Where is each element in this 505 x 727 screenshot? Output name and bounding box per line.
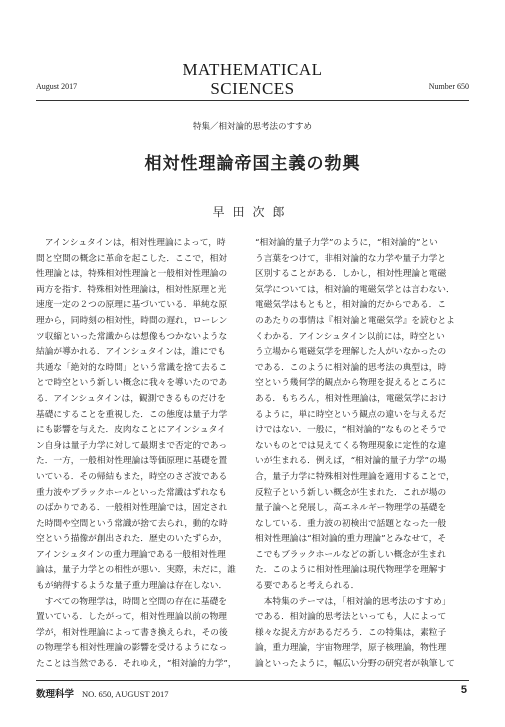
text-line: “相対論的量子力学”のように，“相対論的”とい — [255, 238, 438, 248]
text-line: 両方を指す．特殊相対性理論は，相対性原理と光 — [36, 284, 227, 295]
text-line: る要であると考えられる． — [255, 581, 360, 592]
text-line: すべての物理学は，時間と空間の存在に基礎を — [36, 596, 227, 607]
text-line: なしている．重力波の初検出で話題となった一般 — [255, 518, 447, 529]
text-line: ある．もちろん，相対性理論は，電磁気学におけ — [255, 393, 447, 404]
journal-title-line2: SCIENCES — [210, 79, 295, 98]
body-column-right — [255, 236, 469, 673]
text-line: 電磁気学はもともと，相対論的だからである．こ — [255, 300, 447, 311]
author-name: 早田次郎 — [212, 205, 293, 219]
issue-date: August 2017 — [36, 82, 78, 91]
text-line: 共通な「絶対的な時間」という常識を捨て去るこ — [36, 362, 228, 373]
journal-title-line1: MATHEMATICAL — [182, 60, 323, 79]
text-line: 論は，量子力学との相性が悪い．実際，未だに，誰 — [36, 565, 236, 576]
text-line: 基礎にすることを重視した．この態度は量子力学 — [36, 409, 228, 420]
text-line: ないものとでは見えてくる物理現象に定性的な違 — [255, 440, 447, 451]
footer-issue: NO. 650, AUGUST 2017 — [82, 689, 169, 699]
text-line: ン自身は量子力学に対して最期まで否定的であっ — [36, 440, 228, 451]
text-line: う立場から電磁気学を理解した人がいなかったの — [255, 347, 447, 358]
text-line: 速度一定の２つの原理に基づいている．単純な原 — [36, 300, 228, 311]
text-line: いている．その帰結もまた，時空のさざ波である — [36, 471, 228, 482]
text-line: 反粒子という新しい概念が生まれた．これが場の — [255, 487, 447, 498]
text-line: 論，重力理論，宇宙物理学，原子核理論，物性理 — [255, 643, 447, 654]
text-line: アインシュタインの重力理論である一般相対性理 — [36, 549, 226, 560]
text-line: 学が，相対性理論によって書き換えられ，その後 — [36, 627, 228, 638]
footer-divider — [36, 680, 469, 681]
text-line: ツ収縮といった常識からは想像もつかないような — [36, 331, 228, 342]
text-line: である．相対論的思考法といっても，人によって — [255, 612, 447, 623]
text-line: 空という描像が創出された．歴史のいたずらか， — [36, 534, 228, 545]
text-line: 置いている．したがって，相対性理論以前の物理 — [36, 612, 227, 623]
text-line: るように，単に時空という観点の違いを与えるだ — [255, 409, 447, 420]
text-line: る．アインシュタインは，観測できるものだけを — [36, 393, 226, 404]
text-line: 本特集のテーマは，「相対論的思考法のすすめ」 — [255, 596, 451, 607]
article-title: 相対性理論帝国主義の勃興 — [144, 154, 361, 174]
text-line: 性理論とは，特殊相対性理論と一般相対性理論の — [36, 269, 228, 280]
text-line: 区別することがある．しかし，相対性理論と電磁 — [255, 269, 447, 280]
text-line: 結論が導かれる．アインシュタインは，誰にでも — [36, 347, 226, 358]
page-number: 5 — [460, 684, 467, 696]
text-line: たことは当然である．それゆえ，“相対論的力学”， — [36, 659, 237, 670]
text-line: 量子論へと発展し，高エネルギー物理学の基礎を — [255, 503, 447, 514]
issue-number: Number 650 — [428, 82, 469, 91]
text-line: こでもブラックホールなどの新しい概念が生まれ — [255, 549, 446, 560]
journal-title — [0, 60, 505, 98]
text-line: くわかる．アインシュタイン以前には，時空とい — [255, 331, 445, 342]
text-line: 様々な捉え方があるだろう．この特集は，素粒子 — [255, 627, 447, 638]
footer-journal — [36, 686, 169, 700]
text-line: 重力波やブラックホールといった常識はずれなも — [36, 487, 227, 498]
text-line: 空という幾何学的観点から物理を捉えるところに — [255, 378, 447, 389]
text-line: のばかりである．一般相対性理論では，固定され — [36, 503, 228, 514]
text-line: もが納得するような量子重力理論は存在しない． — [36, 581, 228, 592]
text-line: である．このように相対論的思考法の典型は，時 — [255, 362, 447, 373]
text-line: 間と空間の概念に革命を起こした．ここで，相対 — [36, 253, 227, 264]
text-line: にも影響を与えた．皮肉なことにアインシュタイ — [36, 425, 226, 436]
text-line: 論といったように，幅広い分野の研究者が執筆して — [255, 659, 455, 670]
text-line: のあたりの事情は『相対論と電磁気学』を読むとよ — [255, 315, 455, 326]
text-line: とで時空という新しい概念に我々を導いたのであ — [36, 378, 228, 389]
text-line: た．一方，一般相対性理論は等価原理に基礎を置 — [36, 456, 228, 467]
text-line: た時間や空間という常識が捨て去られ，動的な時 — [36, 518, 228, 529]
text-line: 気学については，相対論的電磁気学とは言わない． — [255, 284, 455, 295]
text-line: アインシュタインは，相対性理論によって，時 — [36, 238, 226, 248]
text-line: 合，量子力学に特殊相対性理論を適用することで， — [255, 471, 455, 482]
header-divider — [36, 100, 469, 101]
text-line: いが生まれる．例えば，“相対論的量子力学”の場 — [255, 456, 447, 467]
text-line: の物理学も相対性理論の影響を受けるようになっ — [36, 643, 228, 654]
text-line: 理から，同時刻の相対性，時間の遅れ，ローレン — [36, 315, 228, 326]
text-line: う言葉をつけて，非相対論的な力学や量子力学と — [255, 253, 446, 264]
text-line: 相対性理論は“相対論的重力理論”とみなせて，そ — [255, 534, 447, 545]
text-line: けではない．一般に，“相対論的”なものとそうで — [255, 425, 447, 436]
text-line: た．このように相対性理論は現代物理学を理解す — [255, 565, 447, 576]
special-issue-label: 特集／相対論的思考法のすすめ — [192, 122, 313, 132]
body-column-left — [36, 236, 250, 673]
footer-journal-name: 数理科学 — [36, 689, 75, 700]
